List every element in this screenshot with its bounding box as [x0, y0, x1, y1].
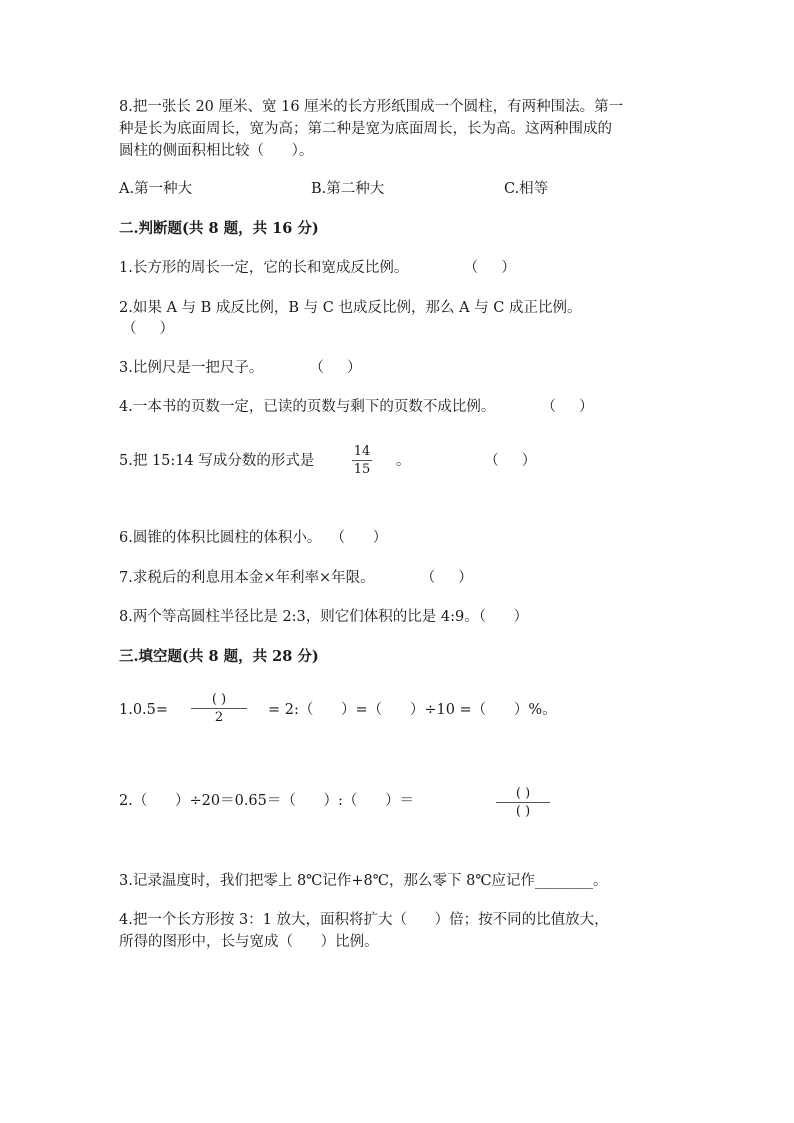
section-title: 二.判断题(共 8 题，共 16 分)	[119, 220, 319, 237]
answer-blank: （ ）	[122, 321, 175, 337]
judge-question-7: 7.求税后的利息用本金×年利率×年限。 （ ）	[119, 570, 473, 586]
fraction-denominator: 2	[214, 710, 224, 725]
fraction-bar	[191, 708, 247, 709]
fill-question-4: 所得的图形中，长与宽成（ ）比例。	[119, 934, 379, 950]
section-title: 三.填空题(共 8 题，共 28 分)	[119, 648, 319, 665]
fraction	[352, 444, 372, 477]
judge-question-4: 4.一本书的页数一定，已读的页数与剩下的页数不成比例。 （ ）	[119, 399, 594, 415]
judge-question-1: 1.长方形的周长一定，它的长和宽成反比例。 （ ）	[119, 260, 516, 276]
judge-question-3: 3.比例尺是一把尺子。 （ ）	[119, 360, 362, 376]
answer-blank: 。 （ ）	[396, 453, 537, 469]
judge-question-2: 2.如果 A 与 B 成反比例，B 与 C 也成反比例，那么 A 与 C 成正比例。	[119, 300, 582, 316]
fraction-numerator: ( )	[515, 786, 531, 801]
fill-question-3: 3.记录温度时，我们把零上 8℃记作+8℃，那么零下 8℃应记作________。	[119, 873, 608, 889]
fill-question-1-tail: = 2:（ ）=（ ）÷10 =（ ）%。	[268, 702, 557, 718]
question-text: 8.把一张长 20 厘米、宽 16 厘米的长方形纸围成一个圆柱，有两种围法。第一	[119, 99, 624, 115]
judge-question-8: 8.两个等高圆柱半径比是 2:3，则它们体积的比是 4:9。（ ）	[119, 609, 529, 625]
option-b: B.第二种大	[311, 181, 385, 197]
fraction-denominator: 15	[353, 462, 371, 477]
fraction-numerator: 14	[353, 444, 371, 459]
judge-question-5: 5.把 15:14 写成分数的形式是	[119, 453, 315, 469]
fill-question-2: 2.（ ）÷20＝0.65＝（ ）:（ ）＝	[119, 793, 415, 809]
fraction	[496, 786, 550, 819]
question-text: 圆柱的侧面积相比较（ ）。	[119, 143, 314, 159]
fill-question-4: 4.把一个长方形按 3：1 放大，面积将扩大（ ）倍；按不同的比值放大，	[119, 912, 609, 928]
option-c: C.相等	[504, 181, 549, 197]
fraction-numerator: ( )	[211, 692, 227, 707]
fraction-bar	[352, 460, 372, 461]
question-text: 种是长为底面周长，宽为高；第二种是宽为底面周长，长为高。这两种围成的	[119, 121, 612, 137]
option-a: A.第一种大	[119, 181, 193, 197]
fraction-denominator: ( )	[515, 804, 531, 819]
fraction-bar	[496, 802, 550, 803]
fill-question-1: 1.0.5=	[119, 702, 169, 718]
fraction	[191, 692, 247, 725]
judge-question-6: 6.圆锥的体积比圆柱的体积小。 （ ）	[119, 530, 388, 546]
